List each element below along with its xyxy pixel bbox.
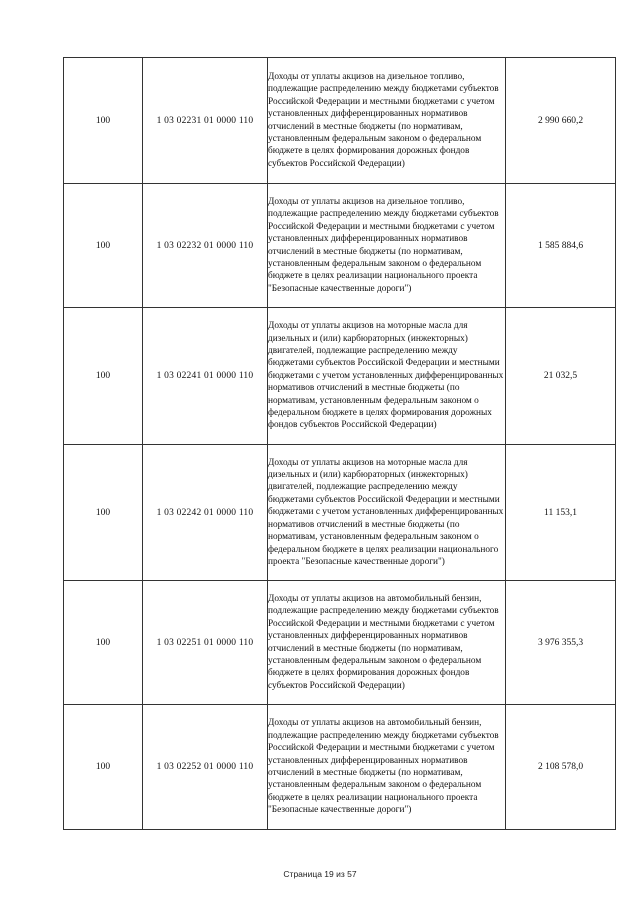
revenue-name-cell: Доходы от уплаты акцизов на моторные масла для дизельных и (или) карбюраторных (инжекторных) двигателей, подлежащие распределению между бюджетами субъектов Российской Федерации и местными бюджетами с учетом установленных дифференцированных нормативов отчислений в местные бюджеты (по нормативам, установленным федеральным законом о федеральном бюджете в целях формирования дорожных фондов субъектов Российской Федерации) <box>268 308 506 445</box>
budget-classification-code-cell: 1 03 02251 01 0000 110 <box>143 581 268 705</box>
revenue-name-cell: Доходы от уплаты акцизов на автомобильный бензин, подлежащие распределению между бюджетами субъектов Российской Федерации и местными бюджетами с учетом установленных дифференцированных нормативов отчислений в местные бюджеты (по нормативам, установленным федеральным законом о федеральном бюджете в целях реализации национального проекта "Безопасные качественные дороги") <box>268 705 506 830</box>
amount-cell: 2 990 660,2 <box>506 58 616 184</box>
table-row <box>64 308 616 445</box>
admin-code-cell: 100 <box>64 308 143 445</box>
amount-cell: 11 153,1 <box>506 445 616 581</box>
amount-cell: 1 585 884,6 <box>506 184 616 308</box>
amount-cell: 21 032,5 <box>506 308 616 445</box>
revenue-name-cell: Доходы от уплаты акцизов на дизельное топливо, подлежащие распределению между бюджетами субъектов Российской Федерации и местными бюджетами с учетом установленных дифференцированных нормативов отчислений в местные бюджеты (по нормативам, установленным федеральным законом о федеральном бюджете в целях формирования дорожных фондов субъектов Российской Федерации) <box>268 58 506 184</box>
revenue-table <box>63 57 616 830</box>
budget-classification-code-cell: 1 03 02252 01 0000 110 <box>143 705 268 830</box>
amount-cell: 2 108 578,0 <box>506 705 616 830</box>
revenue-name-cell: Доходы от уплаты акцизов на автомобильный бензин, подлежащие распределению между бюджетами субъектов Российской Федерации и местными бюджетами с учетом установленных дифференцированных нормативов отчислений в местные бюджеты (по нормативам, установленным федеральным законом о федеральном бюджете в целях формирования дорожных фондов субъектов Российской Федерации) <box>268 581 506 705</box>
admin-code-cell: 100 <box>64 184 143 308</box>
budget-classification-code-cell: 1 03 02231 01 0000 110 <box>143 58 268 184</box>
budget-classification-code-cell: 1 03 02232 01 0000 110 <box>143 184 268 308</box>
admin-code-cell: 100 <box>64 581 143 705</box>
table-row <box>64 445 616 581</box>
revenue-name-cell: Доходы от уплаты акцизов на моторные масла для дизельных и (или) карбюраторных (инжекторных) двигателей, подлежащие распределению между бюджетами субъектов Российской Федерации и местными бюджетами с учетом установленных дифференцированных нормативов отчислений в местные бюджеты (по нормативам, установленным федеральным законом о федеральном бюджете в целях реализации национального проекта "Безопасные качественные дороги") <box>268 445 506 581</box>
admin-code-cell: 100 <box>64 58 143 184</box>
revenue-name-cell: Доходы от уплаты акцизов на дизельное топливо, подлежащие распределению между бюджетами субъектов Российской Федерации и местными бюджетами с учетом установленных дифференцированных нормативов отчислений в местные бюджеты (по нормативам, установленным федеральным законом о федеральном бюджете в целях реализации национального проекта "Безопасные качественные дороги") <box>268 184 506 308</box>
budget-classification-code-cell: 1 03 02241 01 0000 110 <box>143 308 268 445</box>
table-row <box>64 705 616 830</box>
admin-code-cell: 100 <box>64 705 143 830</box>
admin-code-cell: 100 <box>64 445 143 581</box>
amount-cell: 3 976 355,3 <box>506 581 616 705</box>
table-row <box>64 58 616 184</box>
budget-classification-code-cell: 1 03 02242 01 0000 110 <box>143 445 268 581</box>
table-row <box>64 581 616 705</box>
page-number: Страница 19 из 57 <box>283 869 357 879</box>
table-row <box>64 184 616 308</box>
